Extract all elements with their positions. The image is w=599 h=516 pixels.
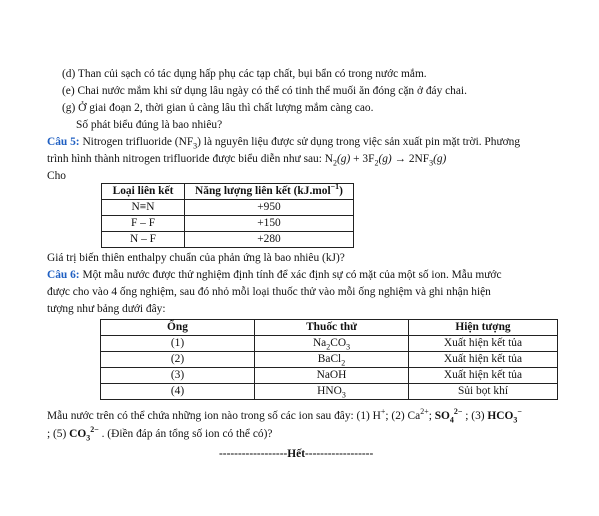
question-5-label: Câu 5:: [47, 136, 80, 148]
question-6-line-1: Câu 6: Một mẫu nước được thử nghiệm định tính để xác định sự có mặt của một số ion. Mẫu mước: [47, 269, 502, 281]
question-6-prompt-line-1: Mẫu nước trên có thể chứa những ion nào trong số các ion sau đây: (1) H+; (2) $Ca^{2+}$; $SO_4^{2-}$ ; (3) $HCO_3^-$: [47, 407, 522, 425]
question-4-prompt: Số phát biểu đúng là bao nhiêu?: [76, 119, 223, 131]
reaction-equation: $N_2(g) + 3F_2(g) \to 2NF_3(g)$: [324, 153, 447, 168]
question-5-prompt: Giá trị biến thiên enthalpy chuẩn của phản ứng là bao nhiêu (kJ)?: [47, 252, 345, 264]
column-header-energy: Năng lượng liên kết (kJ.mol$^{-1}$): [185, 184, 354, 200]
bond-cell: N≡N: [102, 200, 185, 216]
energy-cell: +280: [185, 232, 354, 248]
question-6-prompt-line-2: ; (5) $CO_3^{2-}$ . (Điền đáp án tổng số ion có thể có)?: [47, 425, 273, 443]
bond-cell: F – F: [102, 216, 185, 232]
question-5-line-2: trình hình thành nitrogen trifluoride được biểu diễn như sau: $N_2(g) + 3F_2(g) \to 2NF_3(g)$: [47, 153, 447, 168]
table-row: [101, 368, 558, 384]
sulfate-ion: $SO_4^{2-}$: [434, 407, 463, 425]
bond-cell: N – F: [102, 232, 185, 248]
observation-cell: Xuất hiện kết tủa: [409, 336, 558, 352]
tube-cell: (1): [101, 336, 255, 352]
question-5-line-1: Câu 5: Nitrogen trifluoride $(NF_3)$ là nguyên liệu được sử dụng trong việc sản xuất pin mặt trời. Phương: [47, 136, 521, 151]
observation-cell: Sủi bọt khí: [409, 384, 558, 400]
reagent-cell: $HNO_3$: [255, 384, 409, 400]
statement-g: (g) Ở giai đoạn 2, thời gian ủ càng lâu thì chất lượng mắm càng cao.: [62, 102, 374, 114]
statement-d: (d) Than củi sạch có tác dụng hấp phụ các tạp chất, bụi bẩn có trong nước mắm.: [62, 68, 427, 80]
end-mark: ------------------Hết------------------: [219, 448, 374, 460]
tube-cell: (4): [101, 384, 255, 400]
carbonate-ion: $CO_3^{2-}$: [69, 425, 99, 443]
table-row: [102, 200, 354, 216]
tube-cell: (2): [101, 352, 255, 368]
column-header-bond: Loại liên kết: [102, 184, 185, 200]
question-6-line-2: được cho vào 4 ống nghiệm, sau đó nhỏ mỗi loại thuốc thử vào mỗi ống nghiệm và ghi nhận hiện: [47, 286, 491, 298]
observation-cell: Xuất hiện kết tủa: [409, 368, 558, 384]
energy-cell: +950: [185, 200, 354, 216]
question-6-label: Câu 6:: [47, 269, 80, 281]
reagent-cell: BaCl$_2$: [255, 352, 409, 368]
question-6-line-3: tượng như bảng dưới đây:: [47, 303, 166, 315]
table-row: [101, 384, 558, 400]
statement-e: (e) Chai nước mắm khi sử dụng lâu ngày có thể có tinh thể muối ăn đóng cặn ở đáy chai.: [62, 85, 467, 97]
column-header-reagent: Thuốc thử: [255, 320, 409, 336]
given-label: Cho: [47, 170, 66, 182]
table-header-row: [102, 184, 354, 200]
table-row: [102, 216, 354, 232]
table-row: [101, 352, 558, 368]
energy-cell: +150: [185, 216, 354, 232]
table-row: [102, 232, 354, 248]
column-header-observation: Hiện tượng: [409, 320, 558, 336]
reagent-cell: NaOH: [255, 368, 409, 384]
column-header-tube: Ống: [101, 320, 255, 336]
bicarbonate-ion: $HCO_3^-$: [487, 407, 522, 425]
table-row: [101, 336, 558, 352]
bond-energy-table: [101, 183, 354, 248]
observation-cell: Xuất hiện kết tủa: [409, 352, 558, 368]
table-header-row: [101, 320, 558, 336]
test-tube-table: [100, 319, 558, 400]
tube-cell: (3): [101, 368, 255, 384]
reagent-cell: $Na_2CO_3$: [255, 336, 409, 352]
